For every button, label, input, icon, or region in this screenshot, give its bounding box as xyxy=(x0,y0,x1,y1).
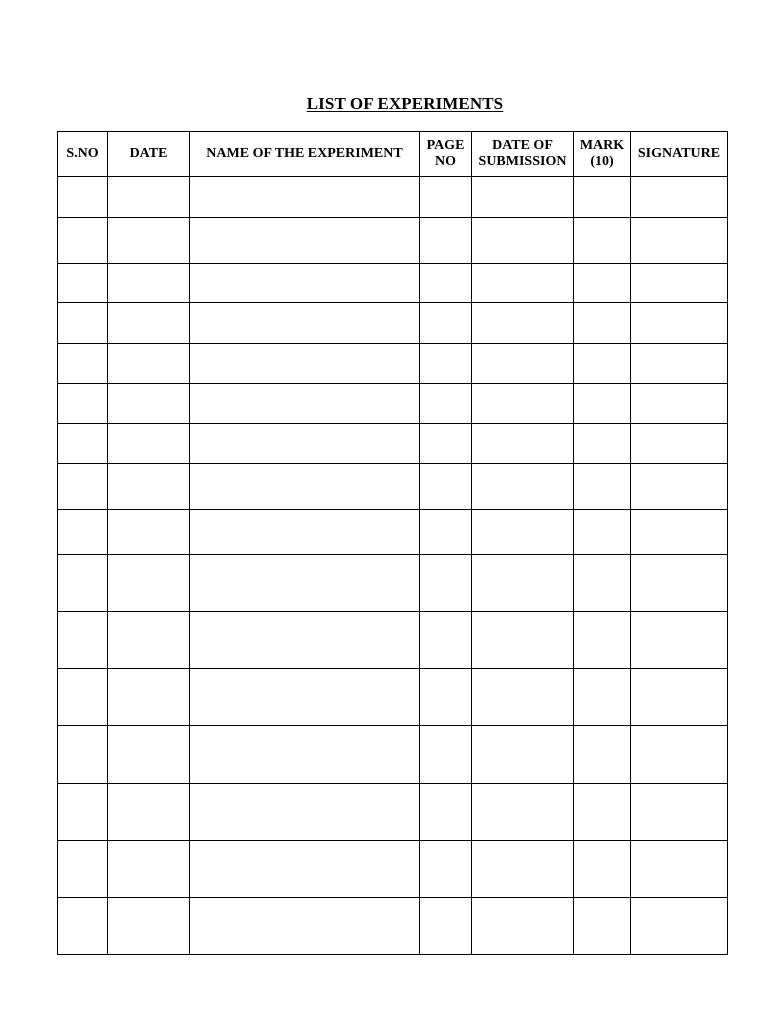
table-row xyxy=(58,726,728,784)
cell-experiment-name xyxy=(190,612,420,669)
cell-mark xyxy=(574,384,631,424)
cell-page-no xyxy=(420,344,472,384)
cell-signature xyxy=(631,303,728,344)
cell-page-no xyxy=(420,384,472,424)
cell-mark xyxy=(574,177,631,218)
cell-date xyxy=(108,669,190,726)
cell-signature xyxy=(631,464,728,510)
cell-experiment-name xyxy=(190,424,420,464)
cell-mark xyxy=(574,218,631,264)
cell-page-no xyxy=(420,424,472,464)
cell-date-of-submission xyxy=(472,898,574,955)
table-row xyxy=(58,841,728,898)
page-title: LIST OF EXPERIMENTS xyxy=(306,94,504,113)
cell-mark xyxy=(574,669,631,726)
cell-mark xyxy=(574,510,631,555)
cell-date-of-submission xyxy=(472,384,574,424)
header-page-no: PAGE NO xyxy=(420,132,472,177)
cell-page-no xyxy=(420,303,472,344)
cell-page-no xyxy=(420,218,472,264)
experiments-table xyxy=(57,131,728,955)
cell-sno xyxy=(58,612,108,669)
cell-date xyxy=(108,264,190,303)
cell-date xyxy=(108,384,190,424)
header-mark: MARK (10) xyxy=(574,132,631,177)
table-header-row xyxy=(58,132,728,177)
cell-sno xyxy=(58,784,108,841)
cell-date-of-submission xyxy=(472,464,574,510)
cell-page-no xyxy=(420,464,472,510)
table-row xyxy=(58,784,728,841)
cell-mark xyxy=(574,841,631,898)
cell-date-of-submission xyxy=(472,510,574,555)
cell-page-no xyxy=(420,898,472,955)
cell-sno xyxy=(58,344,108,384)
cell-experiment-name xyxy=(190,464,420,510)
cell-date-of-submission xyxy=(472,841,574,898)
table-row xyxy=(58,384,728,424)
cell-mark xyxy=(574,612,631,669)
cell-date-of-submission xyxy=(472,669,574,726)
header-sno: S.NO xyxy=(58,132,108,177)
cell-page-no xyxy=(420,841,472,898)
header-experiment-name: NAME OF THE EXPERIMENT xyxy=(190,132,420,177)
cell-sno xyxy=(58,555,108,612)
cell-mark xyxy=(574,264,631,303)
cell-date xyxy=(108,344,190,384)
cell-page-no xyxy=(420,555,472,612)
cell-date-of-submission xyxy=(472,784,574,841)
cell-date xyxy=(108,612,190,669)
cell-mark xyxy=(574,424,631,464)
cell-sno xyxy=(58,177,108,218)
cell-experiment-name xyxy=(190,555,420,612)
table-row xyxy=(58,669,728,726)
cell-signature xyxy=(631,898,728,955)
cell-date-of-submission xyxy=(472,303,574,344)
cell-experiment-name xyxy=(190,510,420,555)
cell-mark xyxy=(574,898,631,955)
header-date: DATE xyxy=(108,132,190,177)
cell-date-of-submission xyxy=(472,177,574,218)
cell-sno xyxy=(58,841,108,898)
cell-date-of-submission xyxy=(472,344,574,384)
cell-sno xyxy=(58,510,108,555)
cell-sno xyxy=(58,464,108,510)
cell-page-no xyxy=(420,510,472,555)
table-row xyxy=(58,898,728,955)
cell-sno xyxy=(58,898,108,955)
cell-signature xyxy=(631,264,728,303)
cell-sno xyxy=(58,303,108,344)
cell-signature xyxy=(631,218,728,264)
cell-signature xyxy=(631,424,728,464)
table-row xyxy=(58,612,728,669)
cell-page-no xyxy=(420,612,472,669)
header-signature: SIGNATURE xyxy=(631,132,728,177)
cell-mark xyxy=(574,303,631,344)
cell-page-no xyxy=(420,264,472,303)
table-row xyxy=(58,510,728,555)
cell-sno xyxy=(58,264,108,303)
cell-experiment-name xyxy=(190,177,420,218)
cell-date xyxy=(108,726,190,784)
cell-signature xyxy=(631,177,728,218)
cell-date-of-submission xyxy=(472,424,574,464)
table-body xyxy=(58,177,728,955)
cell-signature xyxy=(631,784,728,841)
cell-date xyxy=(108,784,190,841)
cell-experiment-name xyxy=(190,726,420,784)
cell-date xyxy=(108,841,190,898)
cell-page-no xyxy=(420,784,472,841)
cell-signature xyxy=(631,612,728,669)
cell-mark xyxy=(574,555,631,612)
cell-sno xyxy=(58,424,108,464)
cell-date xyxy=(108,424,190,464)
cell-date xyxy=(108,303,190,344)
cell-date xyxy=(108,898,190,955)
cell-page-no xyxy=(420,177,472,218)
table-row xyxy=(58,344,728,384)
cell-experiment-name xyxy=(190,303,420,344)
cell-date xyxy=(108,555,190,612)
cell-date-of-submission xyxy=(472,612,574,669)
cell-experiment-name xyxy=(190,218,420,264)
cell-experiment-name xyxy=(190,384,420,424)
table-row xyxy=(58,424,728,464)
cell-signature xyxy=(631,344,728,384)
cell-date-of-submission xyxy=(472,555,574,612)
table-row xyxy=(58,555,728,612)
cell-signature xyxy=(631,726,728,784)
cell-signature xyxy=(631,841,728,898)
cell-mark xyxy=(574,344,631,384)
cell-sno xyxy=(58,218,108,264)
cell-date-of-submission xyxy=(472,726,574,784)
cell-experiment-name xyxy=(190,784,420,841)
cell-experiment-name xyxy=(190,264,420,303)
cell-mark xyxy=(574,726,631,784)
cell-signature xyxy=(631,669,728,726)
table-row xyxy=(58,264,728,303)
header-date-of-submission: DATE OF SUBMISSION xyxy=(472,132,574,177)
cell-signature xyxy=(631,510,728,555)
cell-sno xyxy=(58,669,108,726)
table-row xyxy=(58,218,728,264)
cell-date xyxy=(108,464,190,510)
table-row xyxy=(58,464,728,510)
cell-date-of-submission xyxy=(472,218,574,264)
cell-experiment-name xyxy=(190,344,420,384)
cell-sno xyxy=(58,384,108,424)
cell-date xyxy=(108,177,190,218)
cell-date-of-submission xyxy=(472,264,574,303)
cell-mark xyxy=(574,464,631,510)
cell-mark xyxy=(574,784,631,841)
cell-sno xyxy=(58,726,108,784)
cell-date xyxy=(108,510,190,555)
cell-signature xyxy=(631,555,728,612)
cell-date xyxy=(108,218,190,264)
cell-signature xyxy=(631,384,728,424)
table-row xyxy=(58,303,728,344)
cell-page-no xyxy=(420,726,472,784)
cell-experiment-name xyxy=(190,669,420,726)
cell-page-no xyxy=(420,669,472,726)
cell-experiment-name xyxy=(190,841,420,898)
cell-experiment-name xyxy=(190,898,420,955)
table-row xyxy=(58,177,728,218)
